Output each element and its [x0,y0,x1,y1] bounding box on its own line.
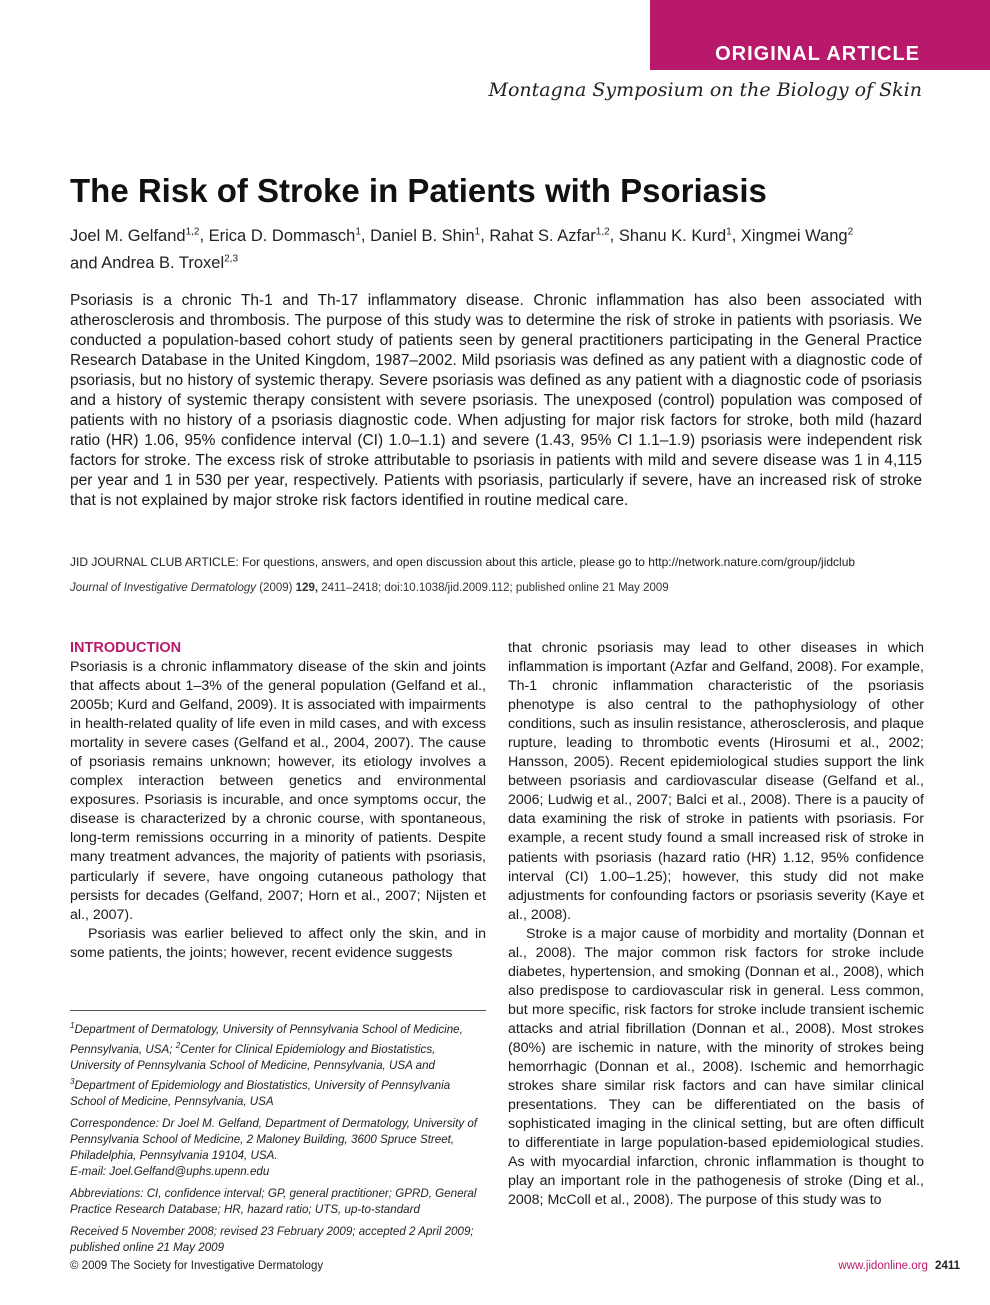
author-list: Joel M. Gelfand$^{1,2}$, Erica D. Dommasch$^1$, Daniel B. Shin$^1$, Rahat S. Azfar$^{1,2}$, Shanu K. Kurd$^1$, Xingmei Wang$^2$ and Andrea B. Troxel$^{2,3}$ [70,226,854,272]
citation-details: 2411–2418; doi:10.1038/jid.2009.112; published online 21 May 2009 [321,582,669,594]
correspondence-note: Correspondence: Dr Joel M. Gelfand, Department of Dermatology, University of Pennsylvania School of Medicine, 2 Maloney Building, 3600 Spruce Street, Philadelphia, Pennsylvania 19104, USA. E-mail: Joel.Gelfand@uphs.upenn.edu [70,1116,478,1178]
journal-name: Journal of Investigative Dermatology [70,582,257,594]
page-number: 2411 [935,1260,960,1272]
body-column-left [70,639,486,963]
section-heading-introduction: INTRODUCTION [70,640,182,656]
intro-paragraph-3: that chronic psoriasis may lead to other diseases in which inflammation is important (Azfar and Gelfand, 2008). For example, Th-1 chronic inflammation characteristic of the psoriasis phenotype is also central to the pathophysiology of other conditions, such as insulin resistance, atherosclerosis, and plaque rupture, leading to thrombotic events (Hirosumi et al., 2002; Hansson, 2005). Recent epidemiological studies support the link between psoriasis and cardiovascular disease (Gelfand et al., 2006; Ludwig et al., 2007; Balci et al., 2008). There is a paucity of data examining the risk of stroke in patients with psoriasis. For example, a recent study found a small increased risk of stroke in patients with psoriasis (hazard ratio (HR) 1.12, 95% confidence interval (CI) 1.00–1.25); however, this study did not make adjustments for confounding factors or psoriasis severity (Kaye et al., 2008). [508,640,924,923]
journal-website-link[interactable]: www.jidonline.org [838,1260,928,1272]
intro-paragraph-4: Stroke is a major cause of morbidity and mortality (Donnan et al., 2008). The major common risk factors for stroke include diabetes, hypertension, and smoking (Donnan et al., 2008), which also predispose to cardiovascular risk in general. Less common, but more specific, risk factors for stroke include transient ischemic attacks and atrial fibrillation (Donnan et al., 2008). Most strokes (80%) are ischemic in nature, with the minority of strokes being hemorrhagic (Donnan et al., 2008). Ischemic and hemorrhagic strokes share similar risk factors and can have similar clinical presentations. They can be differentiated on the basis of sophisticated imaging in the clinical setting, but are often difficult to differentiate in large population-based epidemiological studies. As with myocardial infarction, chronic inflammation is thought to play an important role in the pathogenesis of stroke (Ding et al., 2008; McColl et al., 2008). The purpose of this study was to [508,925,924,1209]
article-type-label: ORIGINAL ARTICLE [715,43,920,65]
footnotes [70,1018,486,1262]
author-conjunction: and [70,254,98,272]
author[interactable]: Joel M. Gelfand$^{1,2}$ [70,226,200,245]
author[interactable]: Daniel B. Shin$^1$ [370,226,481,245]
author[interactable]: Erica D. Dommasch$^1$ [208,226,361,245]
author[interactable]: Rahat S. Azfar$^{1,2}$ [489,226,610,245]
page-footer [838,1260,960,1272]
abstract: Psoriasis is a chronic Th-1 and Th-17 inflammatory disease. Chronic inflammation has also been associated with atherosclerosis and thrombosis. The purpose of this study was to determine the risk of stroke in patients with psoriasis. We conducted a population-based cohort study of patients seen by general practitioners participating in the General Practice Research Database in the United Kingdom, 1987–2002. Mild psoriasis was defined as any patient with a diagnostic code of psoriasis, but no history of systemic therapy. Severe psoriasis was defined as any patient with a diagnostic code of psoriasis and a history of systemic therapy consistent with severe psoriasis. The unexposed (control) population was composed of patients with no history of a psoriasis diagnostic code. When adjusting for major risk factors for stroke, both mild (hazard ratio (HR) 1.06, 95% confidence interval (CI) 1.0–1.1) and severe (1.43, 95% CI 1.1–1.9) psoriasis were independent risk factors for stroke. The excess risk of stroke attributable to psoriasis in patients with mild and severe disease was 1 in 4,115 per year and 1 in 530 per year, respectively. Patients with psoriasis, particularly if severe, have an increased risk of stroke that is not explained by major stroke risk factors identified in routine medical care. [70,292,922,509]
dates-note: Received 5 November 2008; revised 23 February 2009; accepted 2 April 2009; published online 21 May 2009 [70,1224,474,1254]
article-type-banner [650,0,990,70]
citation-volume: 129, [295,582,319,594]
journal-club-note[interactable]: JID JOURNAL CLUB ARTICLE: For questions, answers, and open discussion about this article, please go to http://network.nature.com/group/jidclub [70,555,856,569]
author[interactable]: Andrea B. Troxel$^{2,3}$ [101,253,239,272]
author[interactable]: Xingmei Wang$^2$ [740,226,854,245]
intro-paragraph-2: Psoriasis was earlier believed to affect only the skin, and in some patients, the joints; however, recent evidence suggests [70,925,486,961]
citation-line [70,582,930,594]
article-title: The Risk of Stroke in Patients with Psoriasis [70,172,767,209]
body-column-right [508,639,924,1210]
correspondence-email[interactable]: E-mail: Joel.Gelfand@uphs.upenn.edu [70,1164,270,1178]
symposium-name: Montagna Symposium on the Biology of Skin [488,79,922,101]
abbreviations-note: Abbreviations: CI, confidence interval; GP, general practitioner; GPRD, General Practice Research Database; HR, hazard ratio; UTS, up-to-standard [70,1186,477,1216]
affiliations-note: $^1$Department of Dermatology, University of Pennsylvania School of Medicine, Pennsylvania, USA; $^2$Center for Clinical Epidemiology and Biostatistics, University of Pennsylvania School of Medicine, Pennsylvania, USA and $^3$Department of Epidemiology and Biostatistics, University of Pennsylvania School of Medicine, Pennsylvania, USA [70,1021,463,1108]
footnote-divider [70,1010,486,1011]
author[interactable]: Shanu K. Kurd$^1$ [618,226,732,245]
intro-paragraph-1: Psoriasis is a chronic inflammatory disease of the skin and joints that affects about 1–3% of the general population (Gelfand et al., 2005b; Kurd and Gelfand, 2009). It is associated with impairments in health-related quality of life even in mild cases, and with excess mortality in severe cases (Gelfand et al., 2004, 2007). The cause of psoriasis remains unknown; however, its etiology involves a complex interaction between genetics and environmental exposures. Psoriasis is incurable, and once symptoms occur, the disease is characterized by a chronic course, with spontaneous, long-term remissions occurring in a minority of patients. Despite many treatment advances, the majority of patients with psoriasis, particularly if severe, have ongoing cutaneous pathology that persists for decades (Gelfand, 2007; Horn et al., 2007; Nijsten et al., 2007). [70,659,486,923]
copyright-footer: © 2009 The Society for Investigative Dermatology [70,1260,324,1272]
citation-year: (2009) [259,582,293,594]
